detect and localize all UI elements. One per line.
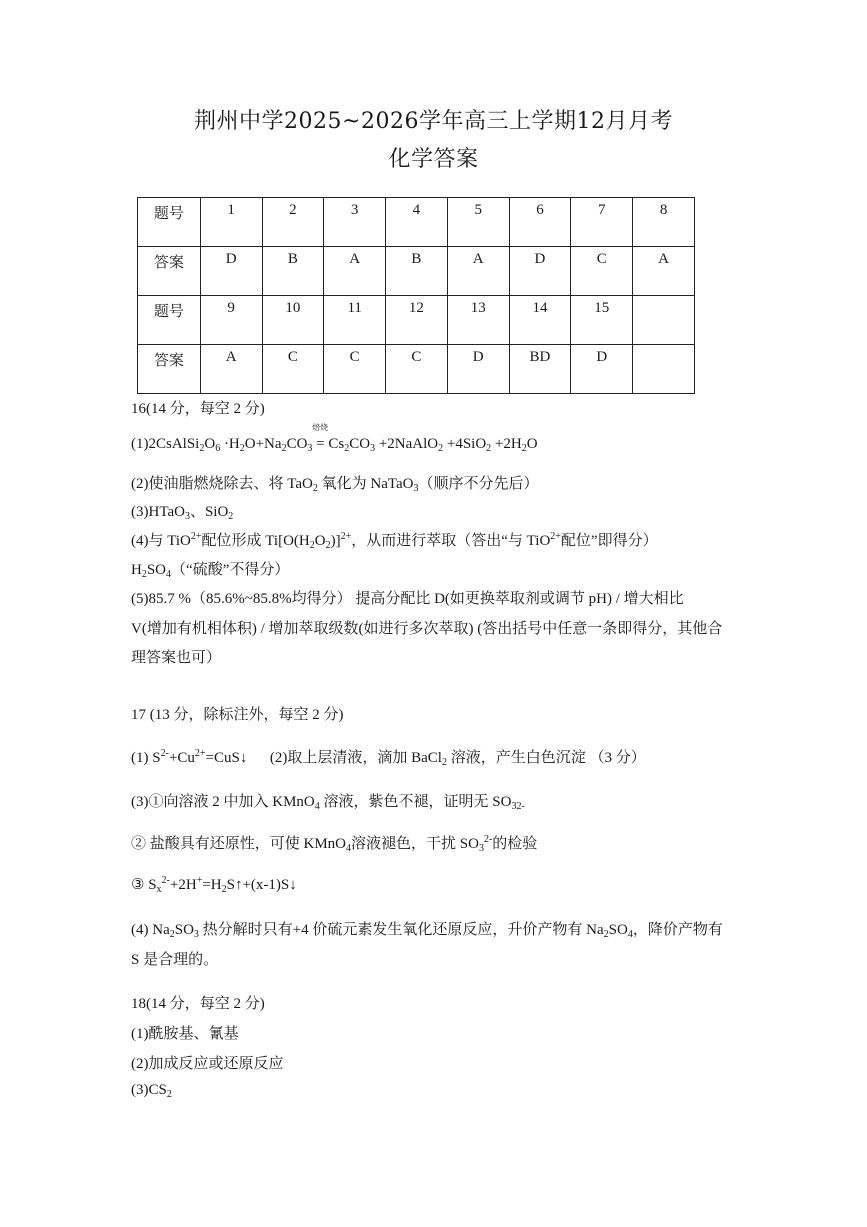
table-cell: B xyxy=(262,247,324,296)
table-cell: BD xyxy=(509,345,571,394)
q16-heading: 16(14 分，每空 2 分) xyxy=(131,401,265,417)
table-cell: 11 xyxy=(324,296,386,345)
table-cell: D xyxy=(509,247,571,296)
q16-answer-4-note: $H_2SO_4(“$硫酸”不得分） xyxy=(131,562,290,580)
q16-answer-4: (4)与 TiO$^{2+}$配位形成 $Ti[O(H_2O_2)]^{2+}$，从而进行萃取（答出“与 TiO$^{2+}$配位”即得分） xyxy=(131,531,658,551)
table-cell: 4 xyxy=(386,198,448,247)
table-cell xyxy=(633,296,695,345)
q16-answer-3: (3)HTaO$_3$、SiO$_2$ xyxy=(131,504,234,522)
table-row xyxy=(138,198,695,247)
table-cell: 10 xyxy=(262,296,324,345)
table-cell: A xyxy=(633,247,695,296)
q17-answer-3-3: ③ $S_x^{2-}+2H^+=H_2S↑+(x-1)S↓$ xyxy=(131,875,297,895)
table-cell: D xyxy=(447,345,509,394)
q18-answer-3: $(3)CS_2$ xyxy=(131,1082,172,1100)
table-cell: A xyxy=(200,345,262,394)
table-row xyxy=(138,296,695,345)
table-row xyxy=(138,345,695,394)
table-cell: D xyxy=(571,345,633,394)
table-cell: 8 xyxy=(633,198,695,247)
q17-answer-3-2: ② 盐酸具有还原性，可使 KMnO$_4$溶液褪色，干扰 $SO_3^{2-}$的检验 xyxy=(131,834,538,854)
q18-answer-1: (1)酰胺基、氰基 xyxy=(131,1026,239,1042)
exam-subtitle: 化学答案 xyxy=(388,147,479,172)
q17-answer-4-cont: S 是合理的。 xyxy=(131,952,219,968)
q18-answer-2: (2)加成反应或还原反应 xyxy=(131,1056,284,1072)
q16-answer-2: (2)使油脂燃烧除去、将 TaO$_2$ 氧化为 NaTaO$_3$（顺序不分先后） xyxy=(131,476,539,494)
q17-answer-1-2: (1) $S^{2-}+Cu^{2+}=CuS↓$ (2)取上层清液，滴加 BaCl$_2$ 溶液，产生白色沉淀 （3 分） xyxy=(131,748,646,768)
table-cell: C xyxy=(386,345,448,394)
reaction-condition: 焙烧 xyxy=(312,423,329,432)
table-cell: 2 xyxy=(262,198,324,247)
q16-answer-5-cont: V(增加有机相体积) / 增加萃取级数(如进行多次萃取) (答出括号中任意一条即得分，其他合 xyxy=(131,621,723,637)
q16-answer-5-cont2: 理答案也可） xyxy=(131,650,222,666)
table-cell: 12 xyxy=(386,296,448,345)
table-cell: C xyxy=(262,345,324,394)
q16-answer-1: $(1)2CsAlSi_2O_6 \cdot H_2O+Na_2CO_3$ 焙烧 = $Cs_2CO_3$ +2NaAlO$_2$ $+4SiO_2 +2H_2O$ xyxy=(131,423,538,454)
table-cell: 答案 xyxy=(138,247,201,296)
exam-title: 荆州中学2025~2026学年高三上学期12月月考 xyxy=(194,109,673,134)
table-row xyxy=(138,247,695,296)
table-cell: 7 xyxy=(571,198,633,247)
table-cell: 15 xyxy=(571,296,633,345)
q17-answer-4: (4) $Na_2SO_3$ 热分解时只有+4 价硫元素发生氧化还原反应，升价产物有 $Na_2SO_4$，降价产物有 xyxy=(131,922,723,940)
table-cell: 3 xyxy=(324,198,386,247)
table-cell: 答案 xyxy=(138,345,201,394)
table-cell: D xyxy=(200,247,262,296)
q17-answer-3-1: (3)①向溶液 2 中加入 KMnO$_4$ 溶液，紫色不褪，证明无 $SO_{32-}$ xyxy=(131,794,525,812)
table-cell: A xyxy=(324,247,386,296)
q17-heading: 17 (13 分，除标注外，每空 2 分) xyxy=(131,707,344,723)
table-cell: A xyxy=(447,247,509,296)
table-cell: C xyxy=(571,247,633,296)
table-cell: 1 xyxy=(200,198,262,247)
q18-heading: 18(14 分，每空 2 分) xyxy=(131,996,265,1012)
table-cell: 14 xyxy=(509,296,571,345)
table-cell: 13 xyxy=(447,296,509,345)
table-cell: 题号 xyxy=(138,296,201,345)
table-cell: 6 xyxy=(509,198,571,247)
table-cell xyxy=(633,345,695,394)
table-cell: C xyxy=(324,345,386,394)
answer-table xyxy=(137,197,695,394)
table-cell: 5 xyxy=(447,198,509,247)
table-cell: 9 xyxy=(200,296,262,345)
q16-answer-5: (5)85.7 %（85.6%~85.8%均得分） 提高分配比 D(如更换萃取剂或调节 pH) / 增大相比 xyxy=(131,591,684,607)
table-cell: 题号 xyxy=(138,198,201,247)
table-cell: B xyxy=(386,247,448,296)
